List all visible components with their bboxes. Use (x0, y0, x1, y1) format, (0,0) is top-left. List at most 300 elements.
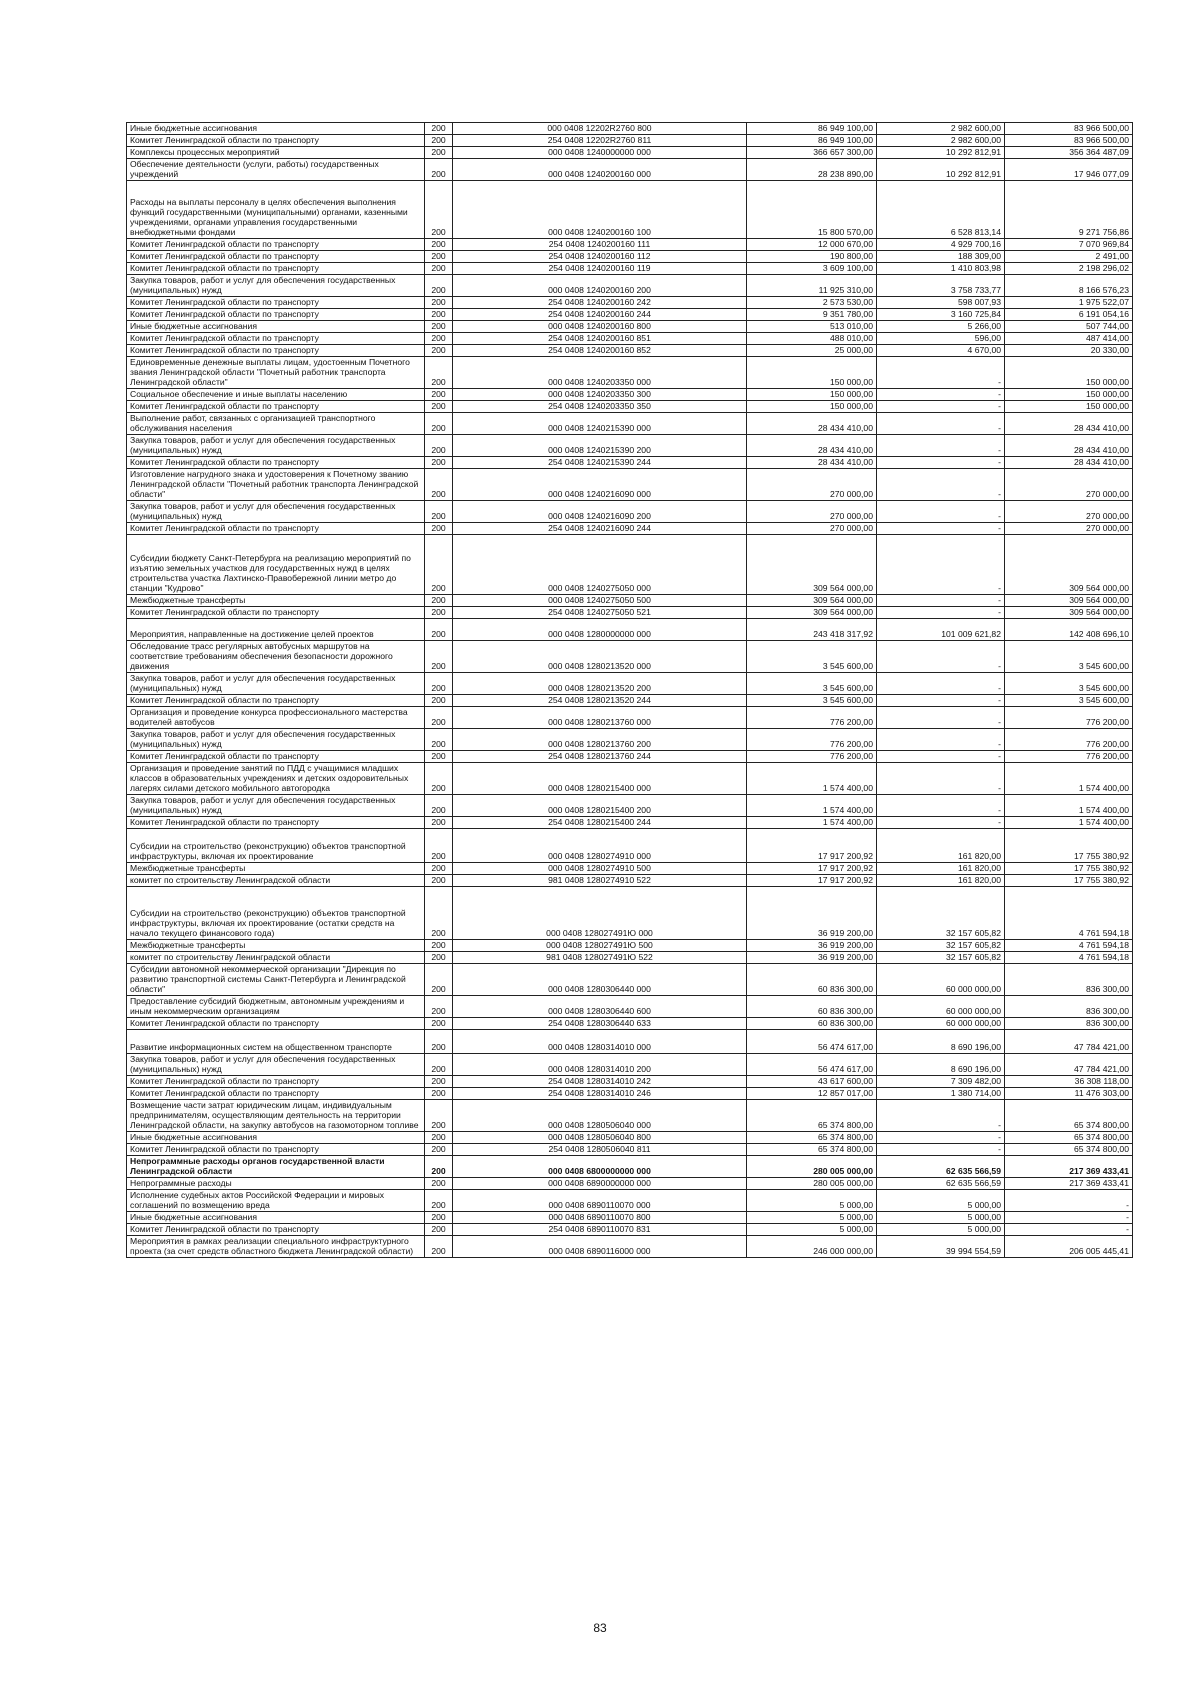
approved-amount-cell: 1 574 400,00 (747, 763, 877, 795)
approved-amount-cell: 15 800 570,00 (747, 181, 877, 239)
expense-name-cell: Исполнение судебных актов Российской Федерации и мировых соглашений по возмещению вреда (127, 1190, 425, 1212)
table-row (127, 275, 1133, 297)
budget-classification-cell: 254 0408 1240200160 111 (453, 239, 747, 251)
line-code-cell: 200 (425, 1236, 453, 1258)
expense-name-cell: Расходы на выплаты персоналу в целях обеспечения выполнения функций государственными (муниципальными) органами, казенными учреждениями, органами управления государственными внебюджетными фондами (127, 181, 425, 239)
approved-amount-cell: 190 800,00 (747, 251, 877, 263)
remaining-amount-cell: 65 374 800,00 (1005, 1100, 1133, 1132)
line-code-cell: 200 (425, 1076, 453, 1088)
table-row (127, 940, 1133, 952)
table-row (127, 695, 1133, 707)
expense-name-cell: Комитет Ленинградской области по транспорту (127, 607, 425, 619)
approved-amount-cell: 28 434 410,00 (747, 413, 877, 435)
line-code-cell: 200 (425, 695, 453, 707)
remaining-amount-cell: 17 755 380,92 (1005, 875, 1133, 887)
table-row (127, 321, 1133, 333)
executed-amount-cell: - (877, 763, 1005, 795)
expense-name-cell: Закупка товаров, работ и услуг для обеспечения государственных (муниципальных) нужд (127, 275, 425, 297)
remaining-amount-cell: 9 271 756,86 (1005, 181, 1133, 239)
line-code-cell: 200 (425, 729, 453, 751)
remaining-amount-cell: 217 369 433,41 (1005, 1156, 1133, 1178)
budget-classification-cell: 000 0408 1280215400 200 (453, 795, 747, 817)
budget-classification-cell: 000 0408 6890000000 000 (453, 1178, 747, 1190)
executed-amount-cell: - (877, 523, 1005, 535)
budget-classification-cell: 254 0408 1240200160 852 (453, 345, 747, 357)
line-code-cell: 200 (425, 996, 453, 1018)
line-code-cell: 200 (425, 135, 453, 147)
budget-classification-cell: 254 0408 1280306440 633 (453, 1018, 747, 1030)
line-code-cell: 200 (425, 673, 453, 695)
remaining-amount-cell: 2 491,00 (1005, 251, 1133, 263)
remaining-amount-cell: 150 000,00 (1005, 389, 1133, 401)
budget-classification-cell: 981 0408 1280274910 522 (453, 875, 747, 887)
table-row (127, 523, 1133, 535)
remaining-amount-cell: 309 564 000,00 (1005, 607, 1133, 619)
remaining-amount-cell: 8 166 576,23 (1005, 275, 1133, 297)
remaining-amount-cell: 7 070 969,84 (1005, 239, 1133, 251)
budget-classification-cell: 254 0408 1240200160 119 (453, 263, 747, 275)
approved-amount-cell: 65 374 800,00 (747, 1132, 877, 1144)
executed-amount-cell: 2 982 600,00 (877, 123, 1005, 135)
remaining-amount-cell: 4 761 594,18 (1005, 940, 1133, 952)
executed-amount-cell: 10 292 812,91 (877, 159, 1005, 181)
approved-amount-cell: 5 000,00 (747, 1212, 877, 1224)
table-row (127, 181, 1133, 239)
budget-classification-cell: 000 0408 128027491Ю 000 (453, 887, 747, 940)
remaining-amount-cell: 507 744,00 (1005, 321, 1133, 333)
approved-amount-cell: 776 200,00 (747, 707, 877, 729)
line-code-cell: 200 (425, 357, 453, 389)
line-code-cell: 200 (425, 389, 453, 401)
expense-name-cell: Иные бюджетные ассигнования (127, 123, 425, 135)
budget-classification-cell: 254 0408 1240200160 244 (453, 309, 747, 321)
expense-name-cell: Комитет Ленинградской области по транспорту (127, 1018, 425, 1030)
executed-amount-cell: 161 820,00 (877, 875, 1005, 887)
expense-name-cell: комитет по строительству Ленинградской области (127, 952, 425, 964)
approved-amount-cell: 270 000,00 (747, 523, 877, 535)
budget-classification-cell: 254 0408 1240203350 350 (453, 401, 747, 413)
executed-amount-cell: - (877, 607, 1005, 619)
executed-amount-cell: 62 635 566,59 (877, 1178, 1005, 1190)
remaining-amount-cell: 28 434 410,00 (1005, 457, 1133, 469)
approved-amount-cell: 25 000,00 (747, 345, 877, 357)
table-row (127, 535, 1133, 595)
table-row (127, 607, 1133, 619)
table-row (127, 996, 1133, 1018)
budget-classification-cell: 000 0408 128027491Ю 500 (453, 940, 747, 952)
budget-classification-cell: 254 0408 1280213520 244 (453, 695, 747, 707)
executed-amount-cell: 101 009 621,82 (877, 619, 1005, 641)
budget-classification-cell: 981 0408 128027491Ю 522 (453, 952, 747, 964)
budget-classification-cell: 000 0408 1280274910 500 (453, 863, 747, 875)
expense-name-cell: Комитет Ленинградской области по транспорту (127, 695, 425, 707)
approved-amount-cell: 150 000,00 (747, 389, 877, 401)
executed-amount-cell: 32 157 605,82 (877, 940, 1005, 952)
executed-amount-cell: - (877, 401, 1005, 413)
approved-amount-cell: 86 949 100,00 (747, 123, 877, 135)
expense-name-cell: Иные бюджетные ассигнования (127, 321, 425, 333)
expense-name-cell: Закупка товаров, работ и услуг для обеспечения государственных (муниципальных) нужд (127, 1054, 425, 1076)
executed-amount-cell: 1 380 714,00 (877, 1088, 1005, 1100)
table-row (127, 763, 1133, 795)
table-row (127, 1076, 1133, 1088)
approved-amount-cell: 1 574 400,00 (747, 817, 877, 829)
executed-amount-cell: - (877, 1144, 1005, 1156)
approved-amount-cell: 3 545 600,00 (747, 695, 877, 707)
line-code-cell: 200 (425, 333, 453, 345)
line-code-cell: 200 (425, 147, 453, 159)
expense-name-cell: Мероприятия, направленные на достижение целей проектов (127, 619, 425, 641)
line-code-cell: 200 (425, 345, 453, 357)
budget-classification-cell: 254 0408 1240200160 112 (453, 251, 747, 263)
line-code-cell: 200 (425, 707, 453, 729)
remaining-amount-cell: 270 000,00 (1005, 501, 1133, 523)
remaining-amount-cell: 836 300,00 (1005, 964, 1133, 996)
approved-amount-cell: 150 000,00 (747, 401, 877, 413)
budget-classification-cell: 254 0408 1280314010 242 (453, 1076, 747, 1088)
line-code-cell: 200 (425, 1132, 453, 1144)
approved-amount-cell: 3 545 600,00 (747, 673, 877, 695)
executed-amount-cell: 60 000 000,00 (877, 1018, 1005, 1030)
remaining-amount-cell: 17 755 380,92 (1005, 863, 1133, 875)
table-row (127, 887, 1133, 940)
executed-amount-cell: - (877, 457, 1005, 469)
remaining-amount-cell: 776 200,00 (1005, 707, 1133, 729)
table-row (127, 469, 1133, 501)
budget-classification-cell: 254 0408 1240275050 521 (453, 607, 747, 619)
table-row (127, 1156, 1133, 1178)
line-code-cell: 200 (425, 309, 453, 321)
line-code-cell: 200 (425, 1190, 453, 1212)
approved-amount-cell: 36 919 200,00 (747, 887, 877, 940)
remaining-amount-cell: 1 574 400,00 (1005, 763, 1133, 795)
table-row (127, 435, 1133, 457)
table-row (127, 389, 1133, 401)
budget-rows (127, 123, 1133, 1258)
executed-amount-cell: 2 982 600,00 (877, 135, 1005, 147)
line-code-cell: 200 (425, 275, 453, 297)
approved-amount-cell: 28 434 410,00 (747, 435, 877, 457)
expense-name-cell: Субсидии на строительство (реконструкцию) объектов транспортной инфраструктуры, включая их проектирование (127, 829, 425, 863)
expense-name-cell: Комитет Ленинградской области по транспорту (127, 251, 425, 263)
executed-amount-cell: 62 635 566,59 (877, 1156, 1005, 1178)
expense-name-cell: Непрограммные расходы органов государственной власти Ленинградской области (127, 1156, 425, 1178)
line-code-cell: 200 (425, 863, 453, 875)
expense-name-cell: Комитет Ленинградской области по транспорту (127, 817, 425, 829)
table-row (127, 263, 1133, 275)
table-row (127, 595, 1133, 607)
remaining-amount-cell: 836 300,00 (1005, 996, 1133, 1018)
approved-amount-cell: 150 000,00 (747, 357, 877, 389)
expense-name-cell: Субсидии бюджету Санкт-Петербурга на реализацию мероприятий по изъятию земельных участков для государственных нужд в целях строительства участка Лахтинско-Правобережной линии метро до станции "Кудрово" (127, 535, 425, 595)
table-row (127, 123, 1133, 135)
line-code-cell: 200 (425, 535, 453, 595)
budget-classification-cell: 000 0408 6890110070 800 (453, 1212, 747, 1224)
expense-name-cell: Комитет Ленинградской области по транспорту (127, 345, 425, 357)
budget-classification-cell: 254 0408 1280506040 811 (453, 1144, 747, 1156)
remaining-amount-cell: - (1005, 1212, 1133, 1224)
budget-classification-cell: 000 0408 1240216090 000 (453, 469, 747, 501)
approved-amount-cell: 17 917 200,92 (747, 829, 877, 863)
executed-amount-cell: - (877, 695, 1005, 707)
executed-amount-cell: 39 994 554,59 (877, 1236, 1005, 1258)
line-code-cell: 200 (425, 1088, 453, 1100)
approved-amount-cell: 243 418 317,92 (747, 619, 877, 641)
table-row (127, 751, 1133, 763)
approved-amount-cell: 28 434 410,00 (747, 457, 877, 469)
table-row (127, 1212, 1133, 1224)
line-code-cell: 200 (425, 435, 453, 457)
expense-name-cell: Комитет Ленинградской области по транспорту (127, 297, 425, 309)
table-row (127, 1100, 1133, 1132)
table-row (127, 1144, 1133, 1156)
table-row (127, 817, 1133, 829)
approved-amount-cell: 86 949 100,00 (747, 135, 877, 147)
table-row (127, 297, 1133, 309)
budget-classification-cell: 000 0408 1240200160 200 (453, 275, 747, 297)
budget-table (126, 122, 1133, 1258)
budget-classification-cell: 254 0408 1240215390 244 (453, 457, 747, 469)
remaining-amount-cell: 6 191 054,16 (1005, 309, 1133, 321)
executed-amount-cell: - (877, 641, 1005, 673)
executed-amount-cell: - (877, 707, 1005, 729)
line-code-cell: 200 (425, 1224, 453, 1236)
approved-amount-cell: 56 474 617,00 (747, 1030, 877, 1054)
expense-name-cell: Межбюджетные трансферты (127, 940, 425, 952)
approved-amount-cell: 5 000,00 (747, 1190, 877, 1212)
line-code-cell: 200 (425, 1018, 453, 1030)
approved-amount-cell: 309 564 000,00 (747, 607, 877, 619)
budget-classification-cell: 000 0408 12202R2760 800 (453, 123, 747, 135)
executed-amount-cell: - (877, 501, 1005, 523)
expense-name-cell: Мероприятия в рамках реализации специального инфраструктурного проекта (за счет средств областного бюджета Ленинградской области) (127, 1236, 425, 1258)
executed-amount-cell: - (877, 469, 1005, 501)
line-code-cell: 200 (425, 875, 453, 887)
expense-name-cell: Развитие информационных систем на общественном транспорте (127, 1030, 425, 1054)
executed-amount-cell: 60 000 000,00 (877, 996, 1005, 1018)
remaining-amount-cell: 3 545 600,00 (1005, 673, 1133, 695)
executed-amount-cell: 7 309 482,00 (877, 1076, 1005, 1088)
table-row (127, 1088, 1133, 1100)
executed-amount-cell: - (877, 729, 1005, 751)
approved-amount-cell: 65 374 800,00 (747, 1100, 877, 1132)
executed-amount-cell: 5 000,00 (877, 1212, 1005, 1224)
table-row (127, 863, 1133, 875)
table-row (127, 457, 1133, 469)
remaining-amount-cell: 776 200,00 (1005, 751, 1133, 763)
line-code-cell: 200 (425, 619, 453, 641)
approved-amount-cell: 246 000 000,00 (747, 1236, 877, 1258)
budget-classification-cell: 000 0408 1280213520 200 (453, 673, 747, 695)
executed-amount-cell: - (877, 751, 1005, 763)
budget-classification-cell: 000 0408 1280306440 000 (453, 964, 747, 996)
budget-classification-cell: 254 0408 1280213760 244 (453, 751, 747, 763)
expense-name-cell: Межбюджетные трансферты (127, 863, 425, 875)
line-code-cell: 200 (425, 159, 453, 181)
budget-classification-cell: 000 0408 1280213760 000 (453, 707, 747, 729)
table-row (127, 135, 1133, 147)
line-code-cell: 200 (425, 401, 453, 413)
budget-classification-cell: 254 0408 1240216090 244 (453, 523, 747, 535)
executed-amount-cell: 6 528 813,14 (877, 181, 1005, 239)
table-row (127, 875, 1133, 887)
table-row (127, 1224, 1133, 1236)
line-code-cell: 200 (425, 501, 453, 523)
approved-amount-cell: 1 574 400,00 (747, 795, 877, 817)
expense-name-cell: Предоставление субсидий бюджетным, автономным учреждениям и иным некоммерческим организациям (127, 996, 425, 1018)
expense-name-cell: Межбюджетные трансферты (127, 595, 425, 607)
table-row (127, 641, 1133, 673)
line-code-cell: 200 (425, 523, 453, 535)
expense-name-cell: Иные бюджетные ассигнования (127, 1132, 425, 1144)
executed-amount-cell: 5 000,00 (877, 1224, 1005, 1236)
remaining-amount-cell: 4 761 594,18 (1005, 952, 1133, 964)
approved-amount-cell: 11 925 310,00 (747, 275, 877, 297)
approved-amount-cell: 65 374 800,00 (747, 1144, 877, 1156)
expense-name-cell: Комитет Ленинградской области по транспорту (127, 1224, 425, 1236)
budget-classification-cell: 000 0408 1280000000 000 (453, 619, 747, 641)
table-row (127, 401, 1133, 413)
approved-amount-cell: 56 474 617,00 (747, 1054, 877, 1076)
expense-name-cell: Непрограммные расходы (127, 1178, 425, 1190)
executed-amount-cell: - (877, 1100, 1005, 1132)
line-code-cell: 200 (425, 1144, 453, 1156)
table-row (127, 952, 1133, 964)
table-row (127, 619, 1133, 641)
budget-classification-cell: 000 0408 1280314010 000 (453, 1030, 747, 1054)
line-code-cell: 200 (425, 1178, 453, 1190)
table-row (127, 1030, 1133, 1054)
executed-amount-cell: - (877, 413, 1005, 435)
budget-classification-cell: 000 0408 1280215400 000 (453, 763, 747, 795)
expense-name-cell: Выполнение работ, связанных с организацией транспортного обслуживания населения (127, 413, 425, 435)
table-row (127, 251, 1133, 263)
expense-name-cell: Комитет Ленинградской области по транспорту (127, 333, 425, 345)
budget-classification-cell: 000 0408 1240200160 100 (453, 181, 747, 239)
approved-amount-cell: 60 836 300,00 (747, 1018, 877, 1030)
remaining-amount-cell: 217 369 433,41 (1005, 1178, 1133, 1190)
expense-name-cell: комитет по строительству Ленинградской области (127, 875, 425, 887)
line-code-cell: 200 (425, 321, 453, 333)
approved-amount-cell: 60 836 300,00 (747, 996, 877, 1018)
approved-amount-cell: 776 200,00 (747, 751, 877, 763)
approved-amount-cell: 5 000,00 (747, 1224, 877, 1236)
line-code-cell: 200 (425, 1212, 453, 1224)
expense-name-cell: Комитет Ленинградской области по транспорту (127, 523, 425, 535)
expense-name-cell: Комитет Ленинградской области по транспорту (127, 457, 425, 469)
approved-amount-cell: 776 200,00 (747, 729, 877, 751)
line-code-cell: 200 (425, 595, 453, 607)
remaining-amount-cell: 47 784 421,00 (1005, 1030, 1133, 1054)
expense-name-cell: Закупка товаров, работ и услуг для обеспечения государственных (муниципальных) нужд (127, 795, 425, 817)
executed-amount-cell: 32 157 605,82 (877, 952, 1005, 964)
remaining-amount-cell: 3 545 600,00 (1005, 641, 1133, 673)
expense-name-cell: Закупка товаров, работ и услуг для обеспечения государственных (муниципальных) нужд (127, 673, 425, 695)
table-row (127, 964, 1133, 996)
executed-amount-cell: 5 000,00 (877, 1190, 1005, 1212)
line-code-cell: 200 (425, 469, 453, 501)
expense-name-cell: Закупка товаров, работ и услуг для обеспечения государственных (муниципальных) нужд (127, 435, 425, 457)
expense-name-cell: Комитет Ленинградской области по транспорту (127, 1144, 425, 1156)
line-code-cell: 200 (425, 181, 453, 239)
approved-amount-cell: 280 005 000,00 (747, 1156, 877, 1178)
remaining-amount-cell: 2 198 296,02 (1005, 263, 1133, 275)
line-code-cell: 200 (425, 829, 453, 863)
budget-classification-cell: 000 0408 1240200160 000 (453, 159, 747, 181)
budget-classification-cell: 000 0408 6800000000 000 (453, 1156, 747, 1178)
approved-amount-cell: 17 917 200,92 (747, 863, 877, 875)
remaining-amount-cell: 65 374 800,00 (1005, 1132, 1133, 1144)
remaining-amount-cell: 270 000,00 (1005, 469, 1133, 501)
executed-amount-cell: 3 758 733,77 (877, 275, 1005, 297)
line-code-cell: 200 (425, 413, 453, 435)
remaining-amount-cell: 270 000,00 (1005, 523, 1133, 535)
expense-name-cell: Социальное обеспечение и иные выплаты населению (127, 389, 425, 401)
budget-classification-cell: 000 0408 1280306440 600 (453, 996, 747, 1018)
budget-classification-cell: 000 0408 6890110070 000 (453, 1190, 747, 1212)
executed-amount-cell: - (877, 357, 1005, 389)
approved-amount-cell: 43 617 600,00 (747, 1076, 877, 1088)
budget-classification-cell: 000 0408 6890116000 000 (453, 1236, 747, 1258)
budget-classification-cell: 000 0408 1240216090 200 (453, 501, 747, 523)
expense-name-cell: Субсидии на строительство (реконструкцию) объектов транспортной инфраструктуры, включая их проектирование (остатки средств на начало текущего финансового года) (127, 887, 425, 940)
executed-amount-cell: 60 000 000,00 (877, 964, 1005, 996)
table-row (127, 239, 1133, 251)
table-row (127, 501, 1133, 523)
budget-classification-cell: 000 0408 1240203350 000 (453, 357, 747, 389)
line-code-cell: 200 (425, 940, 453, 952)
expense-name-cell: Возмещение части затрат юридическим лицам, индивидуальным предпринимателям, осуществляющим деятельность на территории Ленинградской области, на закупку автобусов на газомоторном топливе (127, 1100, 425, 1132)
expense-name-cell: Иные бюджетные ассигнования (127, 1212, 425, 1224)
line-code-cell: 200 (425, 123, 453, 135)
executed-amount-cell: 1 410 803,98 (877, 263, 1005, 275)
executed-amount-cell: - (877, 535, 1005, 595)
budget-sheet (126, 122, 1132, 1258)
table-row (127, 707, 1133, 729)
approved-amount-cell: 309 564 000,00 (747, 595, 877, 607)
remaining-amount-cell: 83 966 500,00 (1005, 135, 1133, 147)
budget-classification-cell: 254 0408 6890110070 831 (453, 1224, 747, 1236)
executed-amount-cell: - (877, 595, 1005, 607)
budget-classification-cell: 254 0408 1240200160 242 (453, 297, 747, 309)
expense-name-cell: Обеспечение деятельности (услуги, работы) государственных учреждений (127, 159, 425, 181)
approved-amount-cell: 12 000 670,00 (747, 239, 877, 251)
budget-classification-cell: 000 0408 1280506040 000 (453, 1100, 747, 1132)
executed-amount-cell: - (877, 389, 1005, 401)
remaining-amount-cell: 1 574 400,00 (1005, 817, 1133, 829)
executed-amount-cell: 3 160 725,84 (877, 309, 1005, 321)
executed-amount-cell: 161 820,00 (877, 863, 1005, 875)
budget-classification-cell: 000 0408 1240200160 800 (453, 321, 747, 333)
line-code-cell: 200 (425, 1054, 453, 1076)
budget-classification-cell: 254 0408 1240200160 851 (453, 333, 747, 345)
remaining-amount-cell: 1 975 522,07 (1005, 297, 1133, 309)
approved-amount-cell: 12 857 017,00 (747, 1088, 877, 1100)
executed-amount-cell: - (877, 435, 1005, 457)
line-code-cell: 200 (425, 641, 453, 673)
table-row (127, 1178, 1133, 1190)
table-row (127, 795, 1133, 817)
remaining-amount-cell: 47 784 421,00 (1005, 1054, 1133, 1076)
approved-amount-cell: 488 010,00 (747, 333, 877, 345)
expense-name-cell: Комитет Ленинградской области по транспорту (127, 135, 425, 147)
budget-classification-cell: 000 0408 1280213520 000 (453, 641, 747, 673)
expense-name-cell: Комитет Ленинградской области по транспорту (127, 751, 425, 763)
line-code-cell: 200 (425, 795, 453, 817)
approved-amount-cell: 3 609 100,00 (747, 263, 877, 275)
remaining-amount-cell: 20 330,00 (1005, 345, 1133, 357)
remaining-amount-cell: 28 434 410,00 (1005, 435, 1133, 457)
